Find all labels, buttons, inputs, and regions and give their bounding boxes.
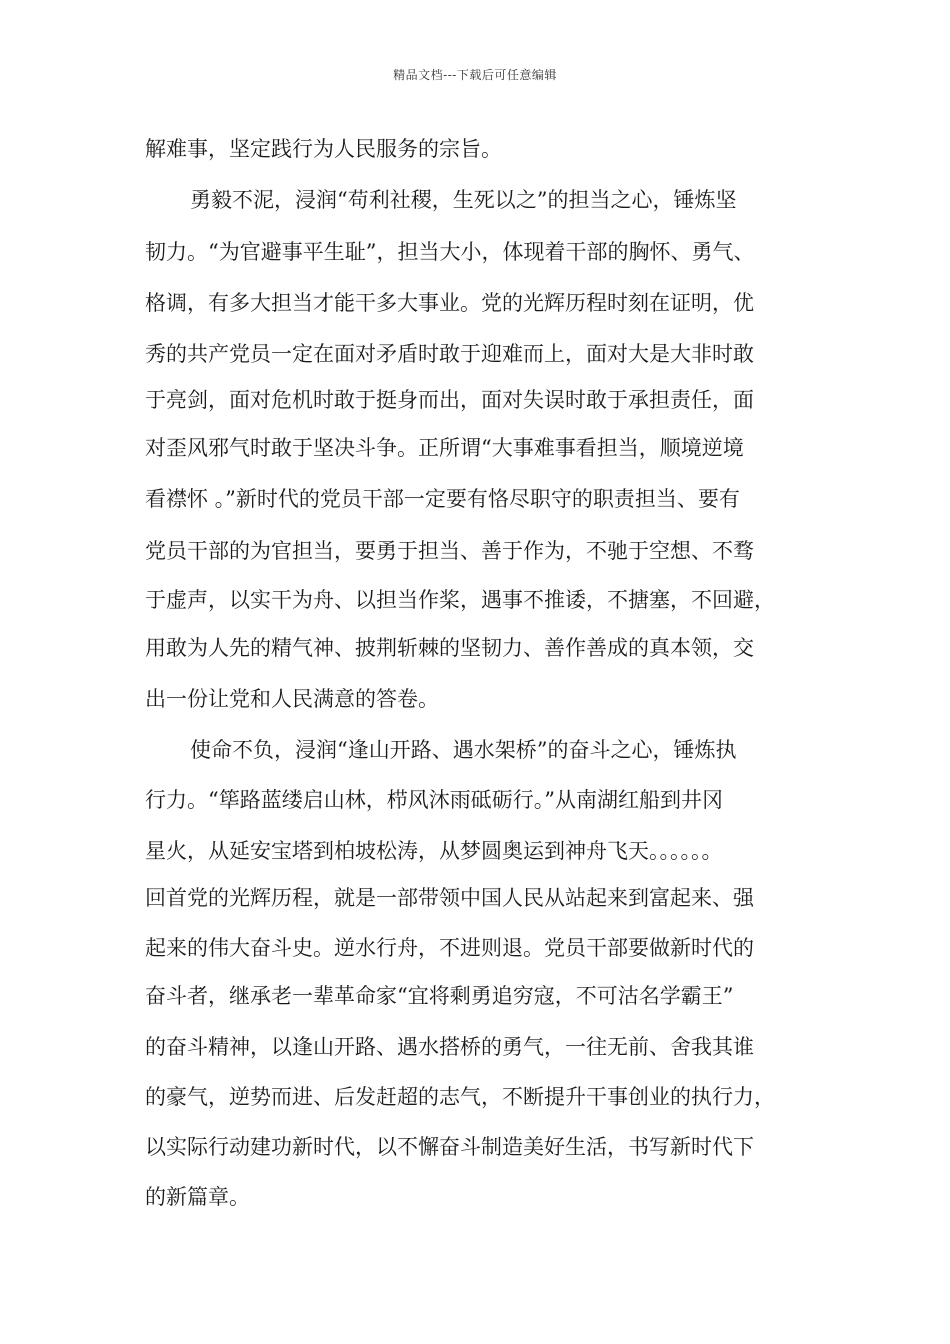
- text-line: 对歪风邪气时敢于坚决斗争。正所谓“大事难事看担当，顺境逆境: [145, 436, 744, 460]
- text-line: 解难事，坚定践行为人民服务的宗旨。: [145, 137, 502, 161]
- paragraph-first-line: 使命不负，浸润“逢山开路、遇水架桥”的奋斗之心，锤炼执: [190, 738, 737, 762]
- text-line: 奋斗者，继承老一辈革命家“宜将剩勇追穷寇，不可沽名学霸王”: [145, 984, 734, 1008]
- text-line: 的新篇章。: [145, 1185, 250, 1209]
- text-line: 于虚声，以实干为舟、以担当作桨，遇事不推诿，不搪塞，不回避，: [145, 588, 775, 612]
- text-line: 韧力。“为官避事平生耻”，担当大小，体现着干部的胸怀、勇气、: [145, 240, 755, 264]
- text-line: 的奋斗精神，以逢山开路、遇水搭桥的勇气，一往无前、舍我其谁: [145, 1035, 754, 1059]
- text-line: 党员干部的为官担当，要勇于担当、善于作为，不驰于空想、不骛: [145, 539, 754, 563]
- text-line: 格调，有多大担当才能干多大事业。党的光辉历程时刻在证明，优: [145, 291, 754, 315]
- text-line: 回首党的光辉历程，就是一部带领中国人民从站起来到富起来、强: [145, 886, 754, 910]
- text-line: 起来的伟大奋斗史。逆水行舟，不进则退。党员干部要做新时代的: [145, 936, 754, 960]
- text-line: 行力。“筚路蓝缕启山林，栉风沐雨砥砺行。”从南湖红船到井冈: [145, 788, 723, 812]
- text-line: 的豪气，逆势而进、后发赶超的志气，不断提升干事创业的执行力，: [145, 1085, 775, 1109]
- page-header: 精品文档---下载后可任意编辑: [393, 68, 557, 82]
- text-line: 星火，从延安宝塔到柏坡松涛，从梦圆奥运到神舟飞天。。。。。。: [145, 839, 723, 863]
- text-line: 于亮剑，面对危机时敢于挺身而出，面对失误时敢于承担责任，面: [145, 388, 754, 412]
- text-line: 秀的共产党员一定在面对矛盾时敢于迎难而上，面对大是大非时敢: [145, 342, 754, 366]
- paragraph-first-line: 勇毅不泥，浸润“苟利社稷，生死以之”的担当之心，锤炼坚: [190, 188, 737, 212]
- text-line: 出一份让党和人民满意的答卷。: [145, 687, 439, 711]
- text-line: 用敢为人先的精气神、披荆斩棘的坚韧力、善作善成的真本领，交: [145, 636, 754, 660]
- text-line: 以实际行动建功新时代，以不懈奋斗制造美好生活，书写新时代下: [145, 1135, 754, 1159]
- text-line: 看襟怀 。”新时代的党员干部一定要有恪尽职守的职责担当、要有: [145, 487, 740, 511]
